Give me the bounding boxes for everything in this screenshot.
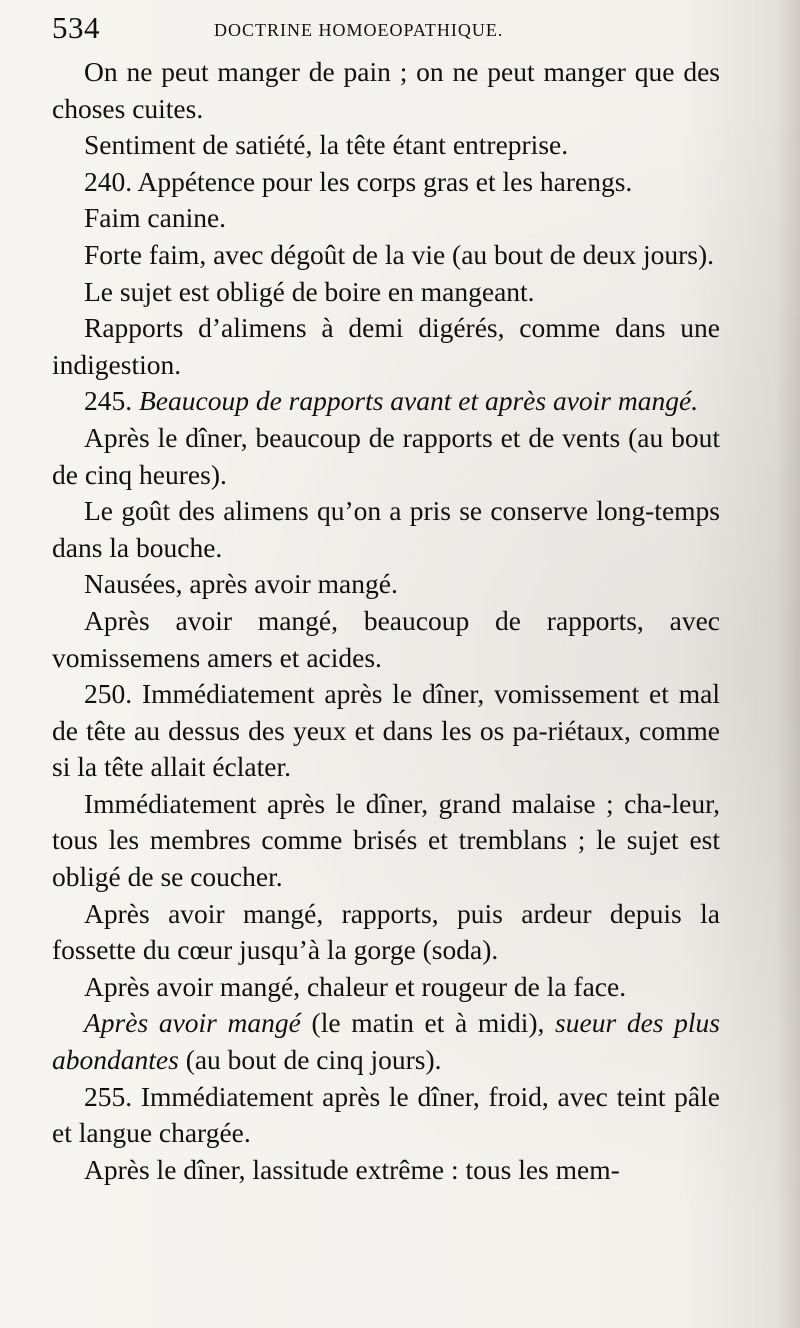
paragraph xyxy=(52,237,720,274)
text-segment: Faim canine. xyxy=(84,202,227,234)
italic-text: sueur des plus abondantes xyxy=(52,1007,720,1076)
text-segment: Sentiment de satiété, la tête étant entreprise. xyxy=(84,129,569,161)
running-head: DOCTRINE HOMOEOPATHIQUE. xyxy=(214,20,504,40)
text-segment: Nausées, après avoir mangé. xyxy=(84,568,398,600)
paragraph xyxy=(52,1079,720,1152)
text-segment: On ne peut manger de pain ; on ne peut manger que des choses cuites. xyxy=(52,56,720,124)
text-segment: Après avoir mangé, chaleur et rougeur de la face. xyxy=(84,970,627,1002)
text-segment: (au bout de cinq jours). xyxy=(178,1044,442,1076)
paragraph xyxy=(52,164,720,201)
text-segment: 245. xyxy=(84,385,139,417)
paragraph xyxy=(52,603,720,676)
paragraph xyxy=(52,127,720,164)
paragraph xyxy=(52,310,720,383)
text-segment: Forte faim, avec dégoût de la vie (au bout de deux jours). xyxy=(84,238,715,270)
paragraph xyxy=(52,969,720,1006)
paragraph xyxy=(52,54,720,127)
paragraph xyxy=(52,383,720,420)
paragraph xyxy=(52,566,720,603)
text-segment: Immédiatement après le dîner, grand malaise ; cha-leur, tous les membres comme brisés et tremblans ; le sujet est obligé de se coucher. xyxy=(52,787,720,893)
page-number: 534 xyxy=(52,10,100,45)
paragraph xyxy=(52,1152,720,1189)
paragraph xyxy=(52,786,720,896)
paragraph xyxy=(52,1005,720,1078)
text-segment: Le goût des alimens qu’on a pris se conserve long-temps dans la bouche. xyxy=(52,495,720,563)
paragraph xyxy=(52,896,720,969)
text-segment: 240. Appétence pour les corps gras et les harengs. xyxy=(84,165,633,197)
text-segment: Après le dîner, lassitude extrême : tous les mem- xyxy=(84,1153,620,1185)
text-segment: 255. Immédiatement après le dîner, froid, avec teint pâle et langue chargée. xyxy=(52,1080,720,1149)
body-text xyxy=(52,54,720,1188)
text-segment: Le sujet est obligé de boire en mangeant. xyxy=(84,275,535,307)
text-segment: (le matin et à midi), xyxy=(300,1007,556,1039)
paragraph xyxy=(52,493,720,566)
paragraph xyxy=(52,420,720,493)
page-header xyxy=(52,10,742,50)
paragraph xyxy=(52,274,720,311)
paragraph xyxy=(52,200,720,237)
text-segment: 250. Immédiatement après le dîner, vomissement et mal de tête au dessus des yeux et dans les os pa-riétaux, comme si la tête allait éclater. xyxy=(52,678,720,783)
text-segment: Après avoir mangé, rapports, puis ardeur depuis la fossette du cœur jusqu’à la gorge (soda). xyxy=(52,897,720,966)
text-segment: Après le dîner, beaucoup de rapports et de vents (au bout de cinq heures). xyxy=(52,421,720,490)
text-segment: Après avoir mangé, beaucoup de rapports, avec vomissemens amers et acides. xyxy=(52,604,720,673)
text-segment: Rapports d’alimens à demi digérés, comme dans une indigestion. xyxy=(52,312,720,380)
paragraph xyxy=(52,676,720,786)
italic-text: Après avoir mangé xyxy=(84,1007,301,1039)
italic-text: Beaucoup de rapports avant et après avoir mangé. xyxy=(139,385,699,417)
